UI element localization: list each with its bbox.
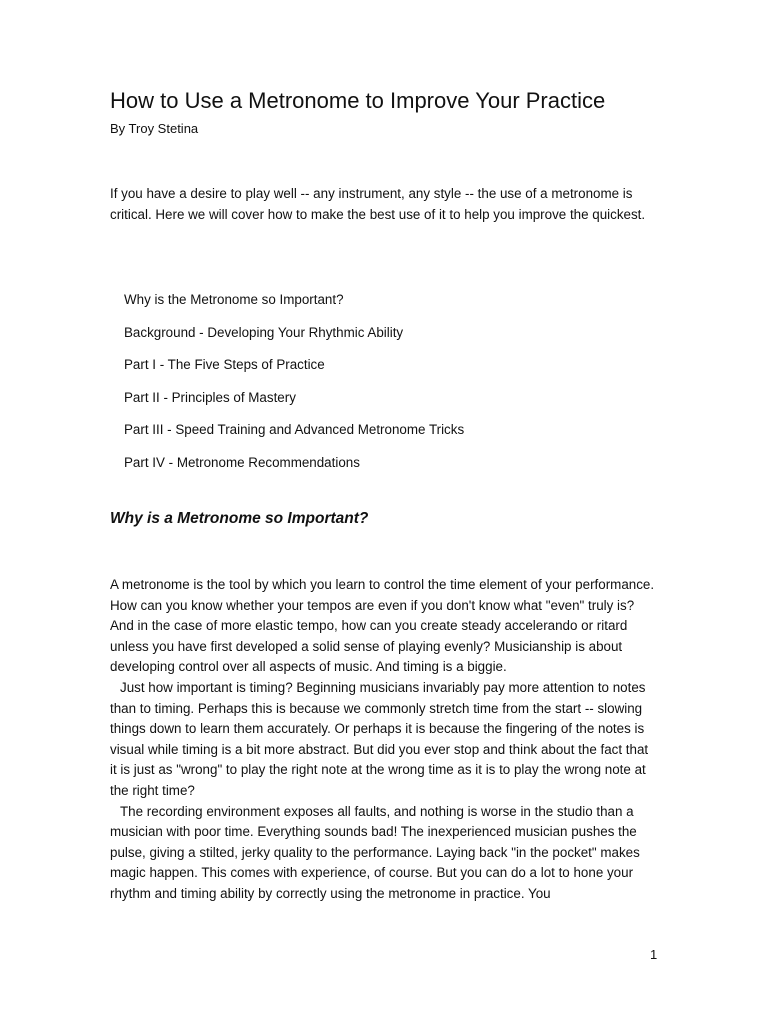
intro-paragraph: If you have a desire to play well -- any instrument, any style -- the use of a metronome is critical. Here we will cover how to make the best use of it to help you improve the quickest. xyxy=(110,186,646,222)
document-title: How to Use a Metronome to Improve Your Practice xyxy=(110,88,606,113)
toc-item: Background - Developing Your Rhythmic Ability xyxy=(124,324,404,340)
author-byline: By Troy Stetina xyxy=(110,121,199,136)
body-paragraph: The recording environment exposes all faults, and nothing is worse in the studio than a musician with poor time. Everything sounds bad! The inexperienced musician pushes the pulse, giving a stilted, jerky quality to the performance. Laying back "in the pocket" makes magic happen. This comes with experience, of course. But you can do a lot to hone your rhythm and timing ability by correctly using the metronome in practice. You xyxy=(110,803,640,901)
toc-item: Part III - Speed Training and Advanced Metronome Tricks xyxy=(124,422,465,438)
body-paragraph: Just how important is timing? Beginning musicians invariably pay more attention to notes than to timing. Perhaps this is because we commonly stretch time from the start -- slowing things down to learn them accurately. Or perhaps it is because the fingering of the notes is visual while timing is a bit more abstract. But did you ever stop and think about the fact that it is just as "wrong" to play the right note at the wrong time as it is to play the wrong note at the right time? xyxy=(110,679,649,798)
section-heading: Why is a Metronome so Important? xyxy=(110,510,369,527)
toc-item: Why is the Metronome so Important? xyxy=(124,292,344,307)
page-number: 1 xyxy=(650,947,658,962)
toc-item: Part I - The Five Steps of Practice xyxy=(124,357,325,373)
toc-item: Part II - Principles of Mastery xyxy=(124,389,296,405)
table-of-contents xyxy=(124,290,464,486)
toc-item: Part IV - Metronome Recommendations xyxy=(124,454,360,470)
body-paragraph: A metronome is the tool by which you learn to control the time element of your performance. How can you know whether your tempos are even if you don't know what "even" truly is? And in the case of more elastic tempo, how can you create steady accelerando or ritard unless you have first developed a solid sense of playing evenly? Musicianship is about developing control over all aspects of music. And timing is a biggie. xyxy=(110,577,655,675)
section-body xyxy=(110,575,658,905)
